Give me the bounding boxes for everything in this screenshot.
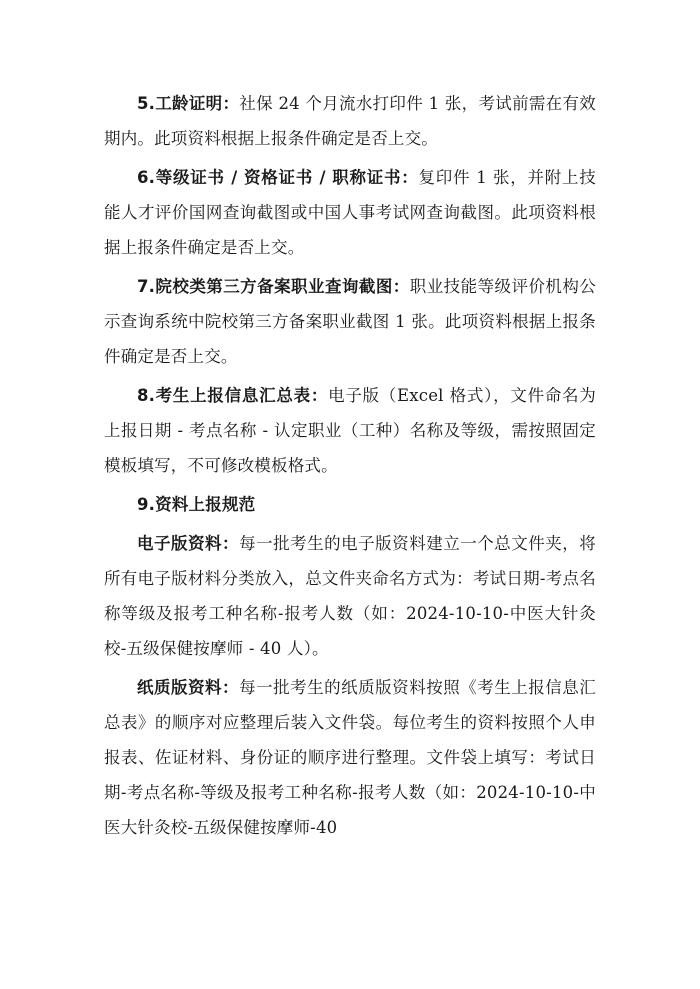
section-9-title-paragraph [104, 487, 596, 522]
electronic-materials-heading: 电子版资料： [137, 534, 240, 553]
item-5-body: 社保 24 个月流水打印件 1 张，考试前需在有效期内。此项资料根据上报条件确定是否上交。 [104, 94, 596, 148]
item-7-heading: 7.院校类第三方备案职业查询截图： [137, 277, 410, 296]
item-6-paragraph [104, 160, 596, 265]
item-5-heading: 5.工龄证明： [137, 94, 240, 113]
electronic-materials-body: 每一批考生的电子版资料建立一个总文件夹，将所有电子版材料分类放入，总文件夹命名方式为：考试日期-考点名称等级及报考工种名称-报考人数（如：2024-10-10-中医大针灸校-五级保健按摩师 - 40 人）。 [104, 534, 597, 658]
paper-materials-paragraph [104, 670, 596, 845]
document-page [104, 86, 596, 845]
item-6-heading: 6.等级证书 / 资格证书 / 职称证书： [137, 168, 419, 187]
item-7-body: 职业技能等级评价机构公示查询系统中院校第三方备案职业截图 1 张。此项资料根据上报条件确定是否上交。 [104, 277, 597, 366]
item-8-heading: 8.考生上报信息汇总表： [137, 386, 329, 405]
item-7-paragraph [104, 269, 596, 374]
section-9-title: 9.资料上报规范 [137, 495, 256, 514]
item-8-paragraph [104, 378, 596, 483]
item-5-paragraph [104, 86, 596, 156]
paper-materials-body: 每一批考生的纸质版资料按照《考生上报信息汇总表》的顺序对应整理后装入文件袋。每位考生的资料按照个人申报表、佐证材料、身份证的顺序进行整理。文件袋上填写：考试日期-考点名称-等级及报考工种名称-报考人数（如：2024-10-10-中医大针灸校-五级保健按摩师-40 [104, 678, 597, 837]
item-6-body: 复印件 1 张，并附上技能人才评价国网查询截图或中国人事考试网查询截图。此项资料根据上报条件确定是否上交。 [104, 168, 596, 257]
electronic-materials-paragraph [104, 526, 596, 666]
item-8-body: 电子版（Excel 格式），文件命名为上报日期 - 考点名称 - 认定职业（工种）名称及等级，需按照固定模板填写，不可修改模板格式。 [104, 386, 596, 475]
paper-materials-heading: 纸质版资料： [137, 678, 240, 697]
